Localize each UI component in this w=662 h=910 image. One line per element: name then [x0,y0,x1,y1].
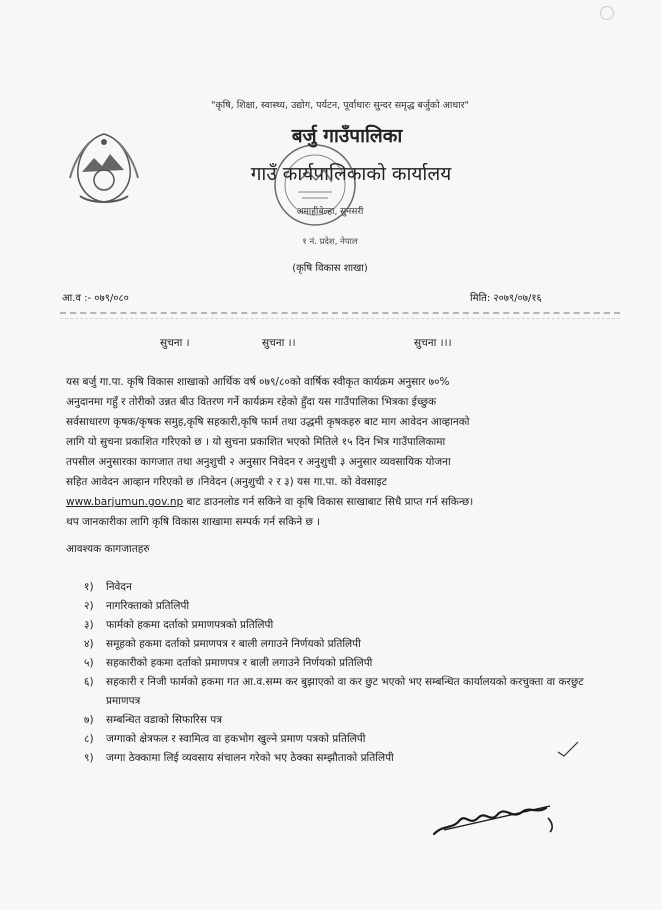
handwritten-tick-icon [556,740,580,760]
list-item-text: फार्मको हकमा दर्ताको प्रमाणपत्रको प्रतिलिपी [106,619,274,631]
list-item-number: २) [84,600,94,612]
list-item-number: ७) [84,714,94,726]
body-line-with-url [66,492,606,512]
required-documents-list [84,578,614,768]
body-line: सर्वसाधारण कृषक/कृषक समुह,कृषि सहकारी,कृषि फार्म तथा उद्धमी कृषकहरु बाट माग आवेदन आव्हानको [66,416,470,428]
divider [60,312,620,314]
office-address: अमाहीबेल्हा, सुनसरी [296,207,364,217]
list-item [84,749,614,768]
body-line: यस बर्जु गा.पा. कृषि विकास शाखाको आर्थिक वर्ष ०७९/८०को वार्षिक स्वीकृत कार्यक्रम अनुसार ७०% [66,376,450,388]
notice-label-3: सुचना ।।। [414,337,452,349]
list-item-text: निवेदन [106,581,132,593]
list-item-number: ५) [84,657,94,669]
signature-icon [430,800,560,840]
notice-label-1: सुचना । [160,337,190,349]
list-item [84,673,614,711]
body-line: लागि यो सुचना प्रकाशित गरिएको छ । यो सुचना प्रकाशित भएको मितिले १५ दिन भित्र गाउँपालिकामा [66,436,446,448]
list-item-number: ४) [84,638,94,650]
province: १ नं. प्रदेश, नेपाल [302,237,358,247]
list-item-number: ८) [84,733,94,745]
government-emblem-icon [60,128,148,208]
divider-secondary [60,318,620,319]
list-item [84,711,614,730]
list-item-number: १) [84,581,94,593]
list-item-number: ९) [84,752,94,764]
list-item [84,635,614,654]
list-item-text: जग्गाको क्षेत्रफल र स्वामित्व वा हकभोग खुल्ने प्रमाण पत्रको प्रतिलिपी [106,733,366,745]
list-item-text: नागरिक्ताको प्रतिलिपी [106,600,190,612]
required-documents-heading: आवश्यक कागजातहरु [66,543,150,555]
reference-number: आ.व :- ०७९/०८० [62,293,129,304]
office-subtitle: गाउँ कार्यपालिकाको कार्यालय [250,163,452,185]
list-item-text: सहकारीको हकमा दर्ताको प्रमाणपत्र र बाली लगाउने निर्णयको प्रतिलिपी [106,657,373,669]
issue-date: मिति: २०७९/०७/१६ [470,293,542,304]
branch-name: (कृषि विकास शाखा) [292,263,368,274]
list-item-text: समूहको हकमा दर्ताको प्रमाणपत्र र बाली लगाउने निर्णयको प्रतिलिपी [106,638,361,650]
motto: "कृषि, शिक्षा, स्वास्थ्य, उद्योग, पर्यटन, पूर्वाधारः सुन्दर समृद्ध बर्जुको आधार" [211,100,469,111]
list-item [84,597,614,616]
list-item-text: सहकारी र निजी फार्मको हकमा गत आ.व.सम्म कर बुझाएको वा कर छुट भएको भए सम्बन्धित कार्यालयको करचुक्ता वा करछुट प्रमाणपत्र [106,676,584,707]
notice-body [66,372,606,532]
body-line: तपसील अनुसारका कागजात तथा अनुशुची २ अनुसार निवेदन र अनुशुची ३ अनुसार व्यवसायिक योजना [66,456,451,468]
website-link[interactable]: www.barjumun.gov.np [66,496,184,508]
body-line: थप जानकारीका लागि कृषि विकास शाखामा सम्पर्क गर्न सकिने छ । [66,516,321,528]
list-item [84,616,614,635]
body-line: सहित आवेदन आव्हान गरिएको छ ।निवेदन (अनुशुची २ र ३) यस गा.पा. को वेवसाइट [66,476,387,488]
list-item-text: जग्गा ठेक्कामा लिई व्यवसाय संचालन गरेको भए ठेक्का सम्झौताको प्रतिलिपी [106,752,394,764]
url-trailing-text: बाट डाउनलोड गर्न सकिने वा कृषि विकास साखाबाट सिधै प्राप्त गर्न सकिन्छ। [183,496,474,508]
punch-hole [600,6,614,20]
list-item [84,654,614,673]
notice-label-2: सुचना ।। [262,337,296,349]
list-item [84,578,614,597]
office-name: बर्जु गाउँपालिका [291,125,403,147]
list-item-number: ३) [84,619,94,631]
body-line: अनुदानमा गहुँ र तोरीको उन्नत बीउ वितरण गर्ने कार्यक्रम रहेको हुँदा यस गाउँपालिका भित्रका ईच्छुक [66,396,437,408]
list-item-text: सम्बन्धित वडाको सिफारिस पत्र [106,714,223,726]
list-item-number: ६) [84,676,94,688]
list-item [84,730,614,749]
